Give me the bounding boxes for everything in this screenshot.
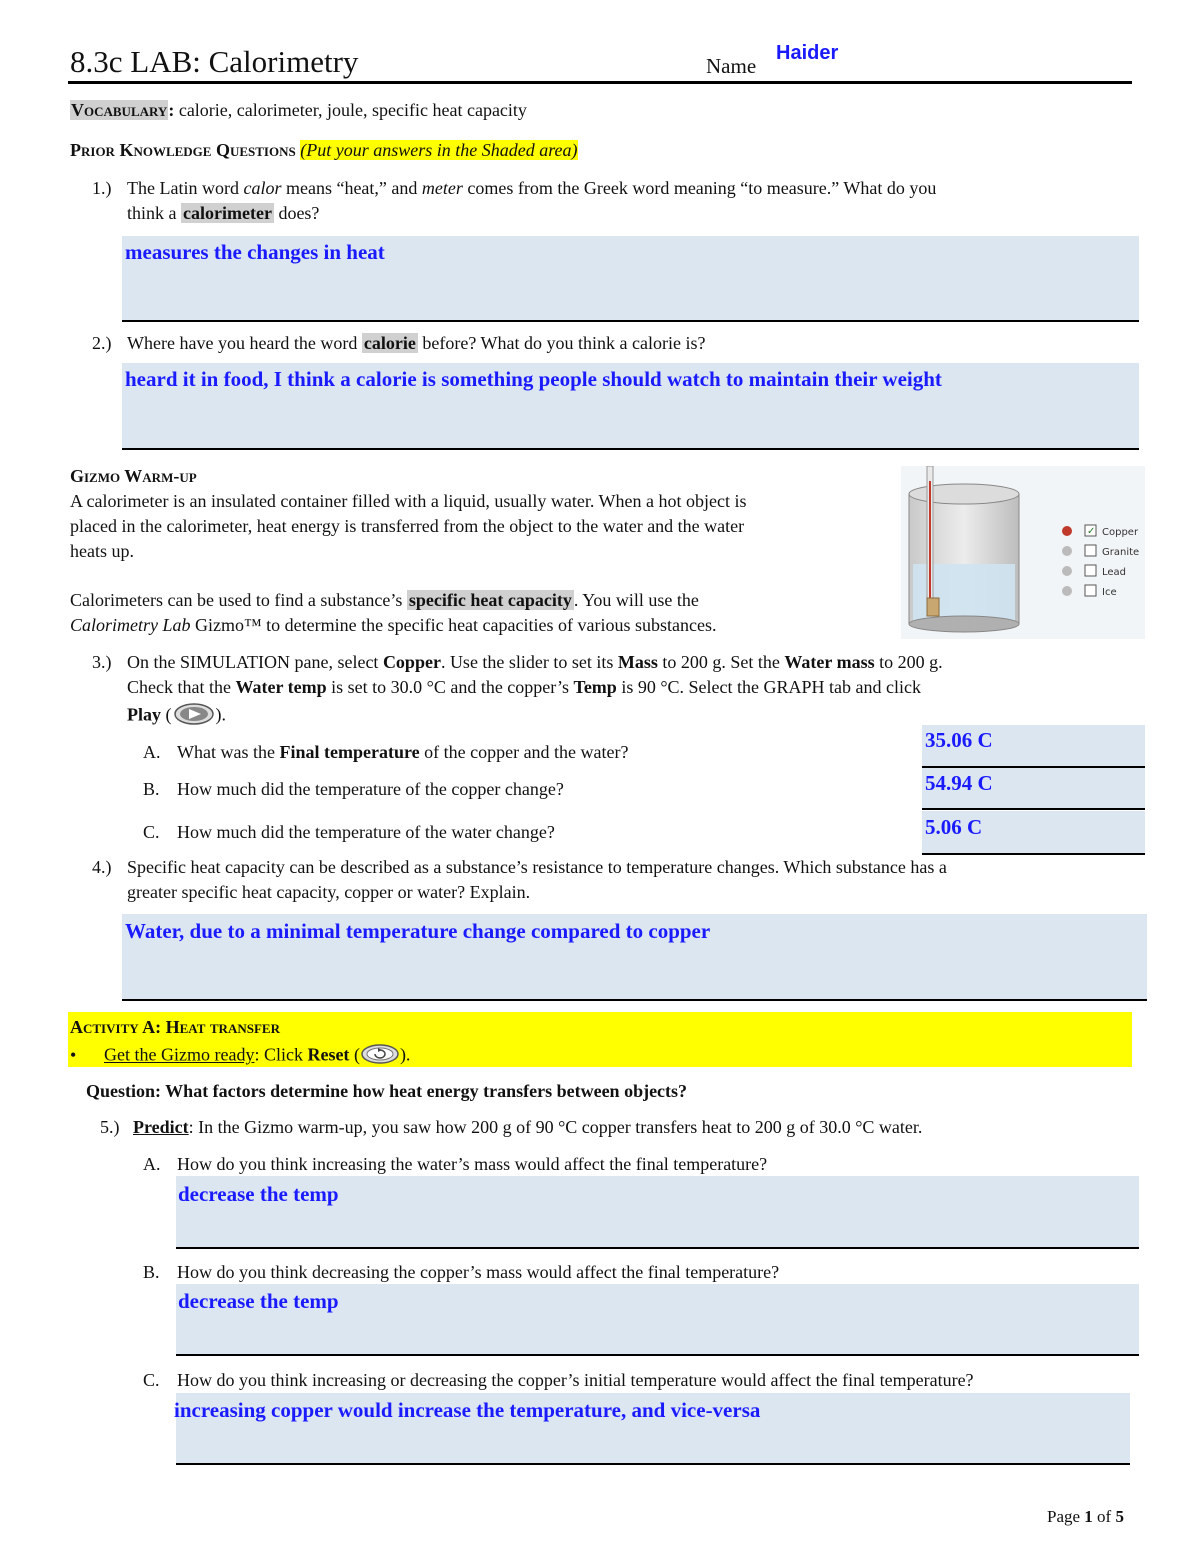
activity-a-heading: Activity A: Heat transfer bbox=[70, 1017, 280, 1037]
q5b-answer: decrease the temp bbox=[178, 1289, 339, 1313]
q5-text: Predict: In the Gizmo warm-up, you saw how 200 g of 90 °C copper transfers heat to 200 g of 30.0 °C water. bbox=[133, 1117, 923, 1137]
q3c-letter: C. bbox=[143, 822, 160, 842]
vocabulary-terms: calorie, calorimeter, joule, specific heat capacity bbox=[178, 100, 527, 120]
q3-line1: On the SIMULATION pane, select Copper. Use the slider to set its Mass to 200 g. Set the Water mass to 200 g. bbox=[127, 652, 943, 672]
q1-text-line1: The Latin word calor means “heat,” and meter comes from the Greek word meaning “to measure.” What do you bbox=[127, 178, 937, 198]
name-value: Haider bbox=[776, 42, 839, 64]
warmup-p1-line3: heats up. bbox=[70, 541, 134, 561]
gizmo-warmup-heading: Gizmo Warm-up bbox=[70, 466, 197, 486]
shaded-area-note: (Put your answers in the Shaded area) bbox=[300, 140, 578, 160]
option-copper: Copper bbox=[1102, 527, 1139, 538]
q3a-letter: A. bbox=[143, 742, 161, 762]
vocabulary-label: Vocabulary bbox=[71, 100, 168, 120]
q3c-answer: 5.06 C bbox=[925, 815, 983, 839]
q3-line2: Check that the Water temp is set to 30.0 °C and the copper’s Temp is 90 °C. Select the GRAPH tab and click bbox=[127, 677, 921, 697]
q5a-answer: decrease the temp bbox=[178, 1182, 339, 1206]
calorimeter-image bbox=[901, 466, 1145, 639]
play-icon bbox=[172, 702, 216, 731]
gizmo-ready-bullet: • Get the Gizmo ready: Click Reset ( ). bbox=[70, 1043, 410, 1070]
warmup-p1-line2: placed in the calorimeter, heat energy is transferred from the object to the water and the water bbox=[70, 516, 745, 536]
q5c-letter: C. bbox=[143, 1370, 160, 1390]
q3-line3: Play ( ). bbox=[127, 702, 226, 731]
q5-number: 5.) bbox=[100, 1117, 120, 1137]
option-granite: Granite bbox=[1102, 547, 1140, 558]
option-lead: Lead bbox=[1102, 567, 1127, 578]
q4-number: 4.) bbox=[92, 857, 112, 877]
reset-icon bbox=[360, 1043, 400, 1070]
q3c-text: How much did the temperature of the water change? bbox=[177, 822, 555, 842]
warmup-p2-line2: Calorimetry Lab Gizmo™ to determine the specific heat capacities of various substances. bbox=[70, 615, 717, 635]
q3b-letter: B. bbox=[143, 779, 160, 799]
prior-knowledge-heading: Prior Knowledge Questions (Put your answers in the Shaded area) bbox=[70, 140, 578, 160]
warmup-p2-line1: Calorimeters can be used to find a substance’s specific heat capacity . You will use the bbox=[70, 590, 699, 610]
q2-number: 2.) bbox=[92, 333, 112, 353]
q5b-text: How do you think decreasing the copper’s mass would affect the final temperature? bbox=[177, 1262, 780, 1282]
get-gizmo-ready-link[interactable]: Get the Gizmo ready bbox=[104, 1044, 255, 1065]
q4-answer: Water, due to a minimal temperature change compared to copper bbox=[125, 919, 711, 943]
svg-text:✓: ✓ bbox=[1087, 526, 1096, 537]
page-number: Page 1 of 5 bbox=[1047, 1507, 1124, 1526]
calorimeter-illustration bbox=[901, 466, 1145, 639]
q5a-letter: A. bbox=[143, 1154, 161, 1174]
q3b-answer: 54.94 C bbox=[925, 771, 993, 795]
q5b-letter: B. bbox=[143, 1262, 160, 1282]
q2-answer: heard it in food, I think a calorie is something people should watch to maintain their weight bbox=[125, 367, 942, 391]
q1-answer: measures the changes in heat bbox=[125, 240, 385, 264]
term-specific-heat-capacity: specific heat capacity bbox=[408, 590, 572, 610]
name-label: Name bbox=[706, 54, 757, 78]
q5a-text: How do you think increasing the water’s mass would affect the final temperature? bbox=[177, 1154, 768, 1174]
term-calorie: calorie bbox=[363, 333, 416, 353]
activity-question: Question: What factors determine how heat energy transfers between objects? bbox=[86, 1081, 688, 1101]
option-ice: Ice bbox=[1102, 587, 1117, 598]
warmup-p1-line1: A calorimeter is an insulated container filled with a liquid, usually water. When a hot object is bbox=[70, 491, 747, 511]
vocabulary-line: Vocabulary: calorie, calorimeter, joule, specific heat capacity bbox=[71, 100, 527, 120]
q3a-answer: 35.06 C bbox=[925, 728, 993, 752]
q4-line2: greater specific heat capacity, copper or water? Explain. bbox=[127, 882, 531, 902]
term-calorimeter: calorimeter bbox=[183, 203, 272, 223]
q4-line1: Specific heat capacity can be described as a substance’s resistance to temperature changes. Which substance has a bbox=[127, 857, 947, 877]
q1-number: 1.) bbox=[92, 178, 112, 198]
title-rule bbox=[68, 81, 1132, 84]
q1-text-line2: think a calorimeter does? bbox=[127, 203, 320, 223]
q3-number: 3.) bbox=[92, 652, 112, 672]
page-title: 8.3c LAB: Calorimetry bbox=[70, 44, 359, 79]
q3b-text: How much did the temperature of the copper change? bbox=[177, 779, 564, 799]
q5c-answer: increasing copper would increase the temperature, and vice-versa bbox=[174, 1398, 761, 1422]
q5c-text: How do you think increasing or decreasing the copper’s initial temperature would affect the final temperature? bbox=[177, 1370, 974, 1390]
q2-text: Where have you heard the word calorie before? What do you think a calorie is? bbox=[127, 333, 706, 353]
q3a-text: What was the Final temperature of the copper and the water? bbox=[177, 742, 629, 762]
